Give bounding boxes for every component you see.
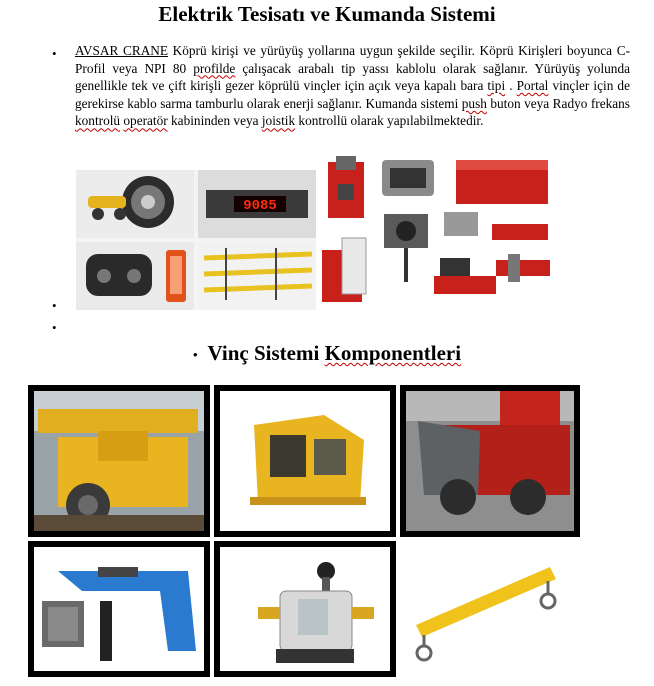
text-w6: operatör: [123, 113, 168, 129]
photo-operator-cabin: [214, 385, 396, 537]
text-w1: profilde: [193, 60, 236, 76]
text-w5: kontrolü: [75, 113, 121, 129]
digital-readout: 9085: [243, 198, 277, 214]
text-8: kontrollü olarak yapılabilmektedir.: [295, 113, 484, 129]
section-title-b: Komponentleri: [324, 341, 462, 365]
page-title: Elektrik Tesisatı ve Kumanda Sistemi: [158, 2, 496, 26]
text-1: Köprü kirişi ve yürüyüş yollarına uygun şekilde seçilir. Köprü Kirişleri boyunca C-Profil veya NPI 80: [75, 43, 630, 76]
company-name: AVSAR CRANE: [75, 43, 169, 58]
text-2: çalışacak arabalı tip yassı kablolu olarak sağlanır. Yürüyüş yolunda genellikle tek ve çift kirişli gezer köprülü vinçler için açık veya kapalı bara: [75, 60, 630, 94]
text-5: buton veya Radyo frekans: [486, 95, 630, 111]
electrical-components-photo: [76, 170, 316, 310]
photo-end-carriage: [28, 385, 210, 537]
busbar-components-photo: [318, 152, 558, 307]
photo-trolley: [400, 385, 580, 537]
photo-lifting-beam: [400, 541, 580, 677]
text-w3: Portal: [516, 78, 549, 94]
section-title-a: Vinç Sistemi: [207, 341, 325, 365]
section-title: [0, 341, 654, 366]
text-3: .: [505, 78, 517, 94]
text-w4: push: [461, 95, 487, 111]
text-w7: joistik: [261, 113, 296, 129]
photo-lubrication-pump: [214, 541, 396, 677]
bullet-2: •: [52, 298, 57, 313]
bullet-1: •: [52, 46, 57, 61]
text-7: kabininden veya: [167, 113, 262, 129]
section-bullet: •: [192, 347, 198, 363]
text-w2: tipi: [487, 78, 506, 94]
description-paragraph: [75, 42, 630, 130]
bullet-3: •: [52, 320, 57, 335]
text-4: vinçler için de gerekirse kablo sarma tamburlu olarak enerji sağlanır. Kumanda sistemi: [75, 78, 630, 111]
photo-brake: [28, 541, 210, 677]
